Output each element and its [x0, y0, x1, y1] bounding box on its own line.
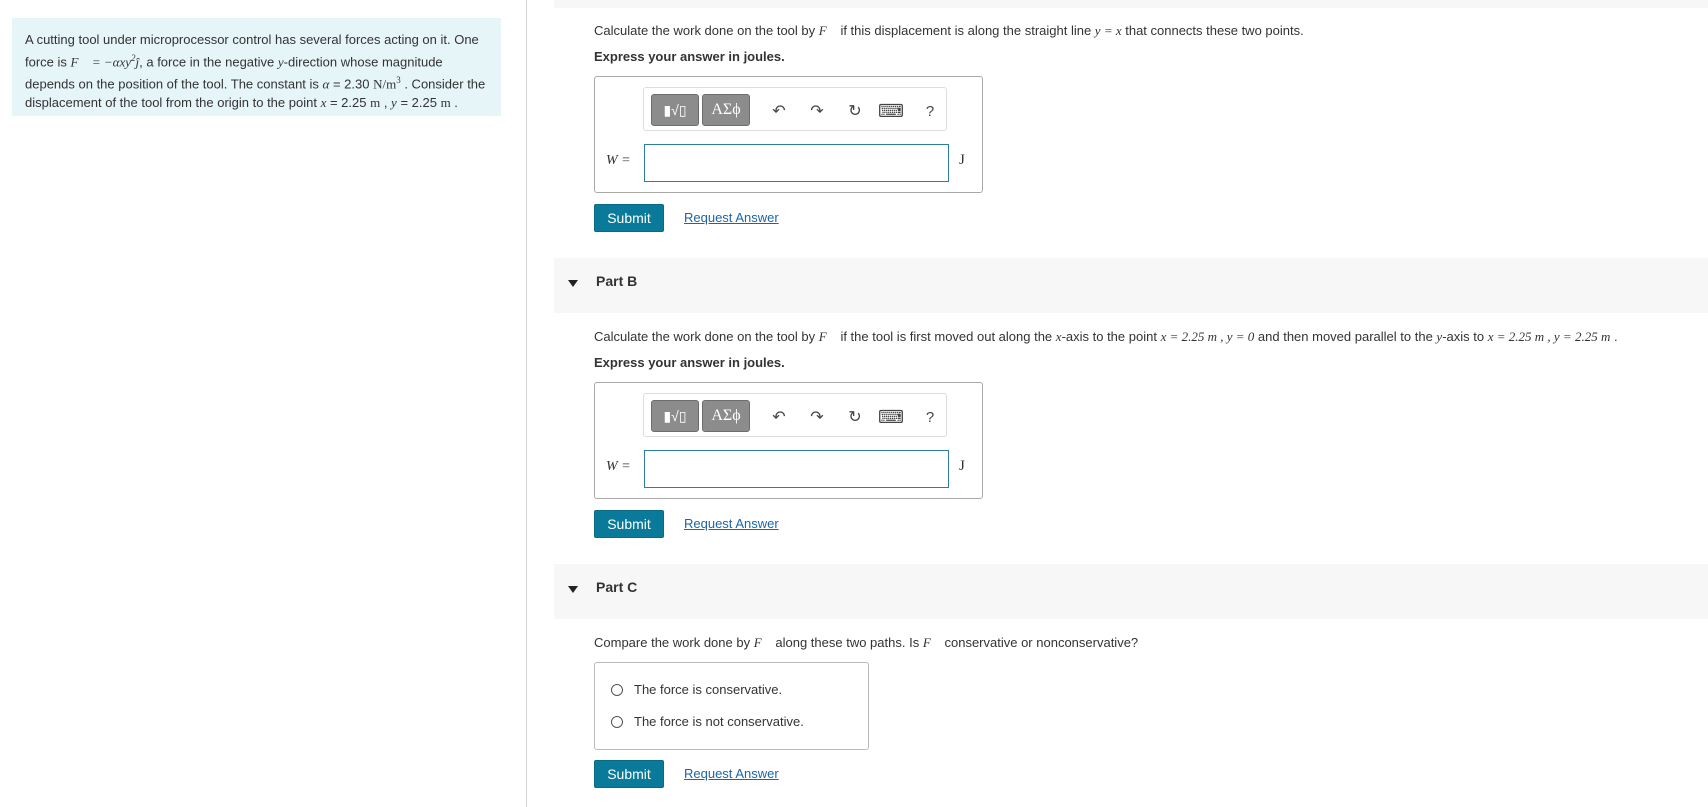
part-c-header[interactable] [554, 564, 1708, 619]
option-conservative[interactable] [611, 682, 782, 697]
option-label: The force is conservative. [634, 682, 783, 697]
point-x-value: = 2.25 [326, 94, 371, 110]
intro-text: . [450, 94, 458, 110]
point-x-symbol: x [320, 94, 327, 110]
greek-symbols-button[interactable]: ΑΣϕ [702, 94, 750, 126]
force-vector-symbol: F [70, 54, 89, 70]
point-y-symbol: y [391, 94, 397, 110]
part-b-submit-button[interactable]: Submit [594, 510, 664, 538]
greek-symbols-button[interactable]: ΑΣϕ [702, 400, 750, 432]
part-a-header-band [554, 0, 1708, 8]
radio-button[interactable] [611, 716, 623, 728]
intro-text: -direction whose magnitude [283, 54, 443, 70]
part-b-answer-input[interactable] [644, 450, 949, 488]
help-button[interactable]: ? [925, 408, 935, 426]
help-button[interactable]: ? [925, 102, 935, 120]
part-c-submit-button[interactable]: Submit [594, 760, 664, 788]
part-a-submit-button[interactable]: Submit [594, 204, 664, 232]
problem-statement [12, 18, 501, 116]
intro-line-1: A cutting tool under microprocessor control has several forces acting on it. One [25, 32, 479, 47]
intro-text: , a force in the negative [139, 54, 278, 70]
redo-icon[interactable]: ↷ [810, 409, 824, 426]
unit-m: m [370, 94, 381, 110]
collapse-caret-icon[interactable] [568, 586, 578, 593]
part-b-answer-box [594, 382, 983, 499]
redo-icon[interactable]: ↷ [810, 103, 824, 120]
intro-text: , [380, 94, 392, 110]
part-b-header[interactable] [554, 258, 1708, 313]
part-a-request-answer-link[interactable]: Request Answer [684, 210, 779, 225]
intro-text: displacement of the tool from the origin to the point [25, 94, 321, 110]
force-exponent: 2 [131, 53, 136, 63]
templates-button[interactable]: ▮√▯ [651, 94, 699, 126]
undo-icon[interactable]: ↶ [772, 103, 786, 120]
unit-vector-j: j [135, 54, 140, 70]
math-toolbar [643, 393, 947, 437]
part-c-title: Part C [596, 579, 638, 595]
alpha-symbol: α [322, 76, 330, 92]
templates-button[interactable]: ▮√▯ [651, 400, 699, 432]
undo-icon[interactable]: ↶ [772, 409, 786, 426]
intro-text: force is [25, 54, 71, 70]
part-a-express: Express your answer in joules. [594, 49, 785, 64]
reset-icon[interactable]: ↻ [848, 103, 862, 120]
alpha-value: = 2.30 [329, 76, 374, 92]
radio-button[interactable] [611, 684, 623, 696]
answer-unit: J [959, 152, 965, 168]
intro-text: depends on the position of the tool. The constant is [25, 76, 323, 92]
option-not-conservative[interactable] [611, 714, 804, 729]
point-y-value: = 2.25 [396, 94, 441, 110]
part-a-answer-box [594, 76, 983, 193]
part-c-prompt: Compare the work done by F along these two paths. Is F conservative or nonconservative? [594, 635, 1139, 650]
answer-variable-label: W = [606, 153, 631, 168]
reset-icon[interactable]: ↻ [848, 409, 862, 426]
answer-variable-label: W = [606, 459, 631, 474]
part-b-prompt: Calculate the work done on the tool by F if the tool is first moved out along the x-axis to the point x = 2.25 m , y = 0 and then moved parallel to the y-axis to x = 2.25 m , y = 2.25 m . [594, 329, 1618, 344]
column-divider [526, 0, 527, 807]
keyboard-icon[interactable]: ⌨ [878, 100, 904, 121]
answer-unit: J [959, 458, 965, 474]
collapse-caret-icon[interactable] [568, 280, 578, 287]
intro-y: y [277, 54, 284, 70]
part-a-answer-input[interactable] [644, 144, 949, 182]
force-equation: = −αxy [88, 54, 131, 70]
alpha-unit-exp: 3 [396, 75, 401, 86]
part-b-request-answer-link[interactable]: Request Answer [684, 516, 779, 531]
part-a-prompt: Calculate the work done on the tool by F if this displacement is along the straight line y = x that connects these two points. [594, 23, 1304, 38]
option-label: The force is not conservative. [634, 714, 804, 729]
keyboard-icon[interactable]: ⌨ [878, 406, 904, 427]
alpha-unit: N/m [373, 76, 397, 92]
unit-m: m [440, 94, 451, 110]
part-c-request-answer-link[interactable]: Request Answer [684, 766, 779, 781]
math-toolbar [643, 87, 947, 131]
part-c-options [594, 662, 869, 750]
intro-text: . Consider the [400, 76, 486, 92]
part-b-express: Express your answer in joules. [594, 355, 785, 370]
part-b-title: Part B [596, 273, 638, 289]
